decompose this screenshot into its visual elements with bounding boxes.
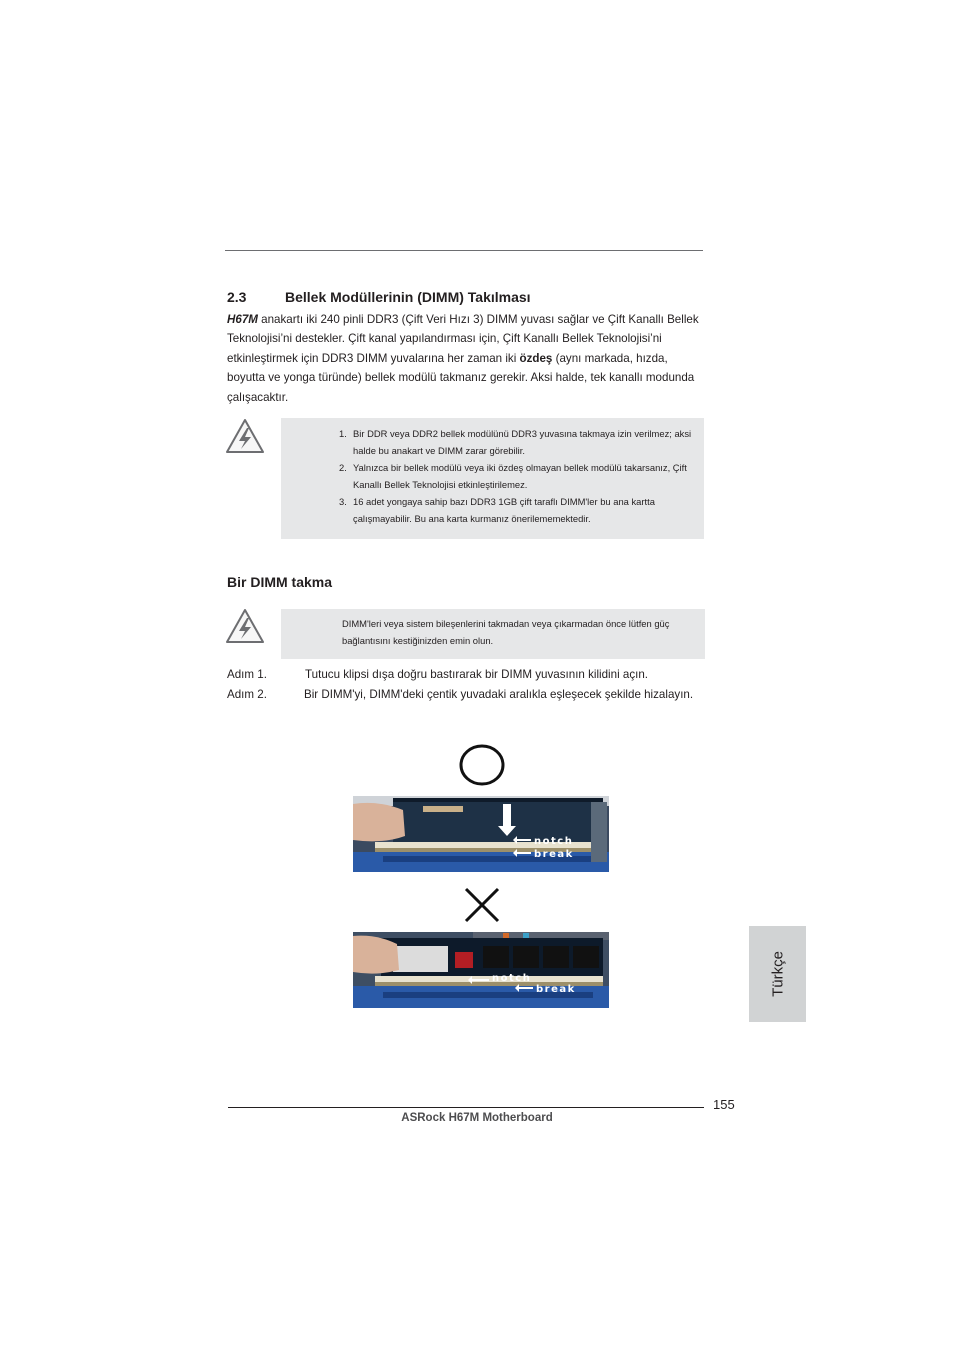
note-item: 3. 16 adet yongaya sahip bazı DDR3 1GB çift taraflı DIMM'ler bu ana kartta çalışmayabilir. Bu ana karta kurmanız önerilememektedir.	[339, 496, 655, 524]
subsection-title: Bir DIMM takma	[227, 574, 333, 590]
step-text: Bir DIMM'yi, DIMM'deki çentik yuvadaki aralıkla eşleşecek şekilde hizalayın.	[304, 688, 694, 701]
language-tab-label: Türkçe	[769, 951, 786, 997]
notch-label: notch	[492, 973, 532, 984]
warning-icon	[224, 606, 266, 646]
footer-rule	[228, 1107, 704, 1108]
notes-box	[281, 418, 704, 539]
dimm-correct-photo	[353, 796, 609, 872]
note-item: 2. Yalnızca bir bellek modülü veya iki özdeş olmayan bellek modülü takarsanız, Çift Kanallı Bellek Teknolojisi etkinleştirilemez.	[339, 462, 687, 490]
step-text: Tutucu klipsi dışa doğru bastırarak bir DIMM yuvasının kilidini açın.	[305, 668, 649, 681]
incorrect-x-icon	[462, 886, 502, 924]
note-item: 1. Bir DDR veya DDR2 bellek modülünü DDR3 yuvasına takmaya izin verilmez; aksi halde bu anakart ve DIMM zarar görebilir.	[339, 428, 692, 456]
correct-circle-icon	[458, 743, 506, 787]
intro-bold-word: özdeş	[519, 351, 553, 365]
language-tab	[749, 926, 806, 1022]
section-number: 2.3	[227, 289, 247, 305]
header-rule	[225, 250, 703, 251]
warning-text: DIMM'leri veya sistem bileşenlerini takmadan veya çıkarmadan önce lütfen güç bağlantısını kestiğinizden emin olun.	[342, 618, 670, 646]
dimm-incorrect-photo	[353, 932, 609, 1008]
footer-title: ASRock H67M Motherboard	[401, 1112, 553, 1124]
warning-box	[281, 609, 705, 659]
break-label: break	[536, 984, 576, 995]
notch-label: notch	[534, 836, 574, 847]
intro-text-part2: (aynı markada, hızda, boyutta ve yonga türünde) bellek modülü takmanız gerekir. Aksi halde, tek kanallı modunda çalışacaktır.	[227, 351, 695, 404]
model-name: H67M	[227, 313, 258, 326]
intro-text-part1: anakartı iki 240 pinli DDR3 (Çift Veri Hızı 3) DIMM yuvası sağlar ve Çift Kanallı Bellek Teknolojisi’ni destekler. Çift kanal yapılandırması için, Çift Kanallı Bellek Teknolojisi’ni etkinleştirmek için DDR3 DIMM yuvalarına her zaman iki	[227, 313, 699, 365]
warning-icon	[224, 416, 266, 456]
break-label: break	[534, 849, 574, 860]
page-number: 155	[713, 1097, 735, 1112]
section-title: Bellek Modüllerinin (DIMM) Takılması	[285, 289, 531, 305]
step-label: Adım 2.	[227, 688, 267, 701]
intro-paragraph	[227, 310, 707, 407]
step-label: Adım 1.	[227, 668, 267, 681]
